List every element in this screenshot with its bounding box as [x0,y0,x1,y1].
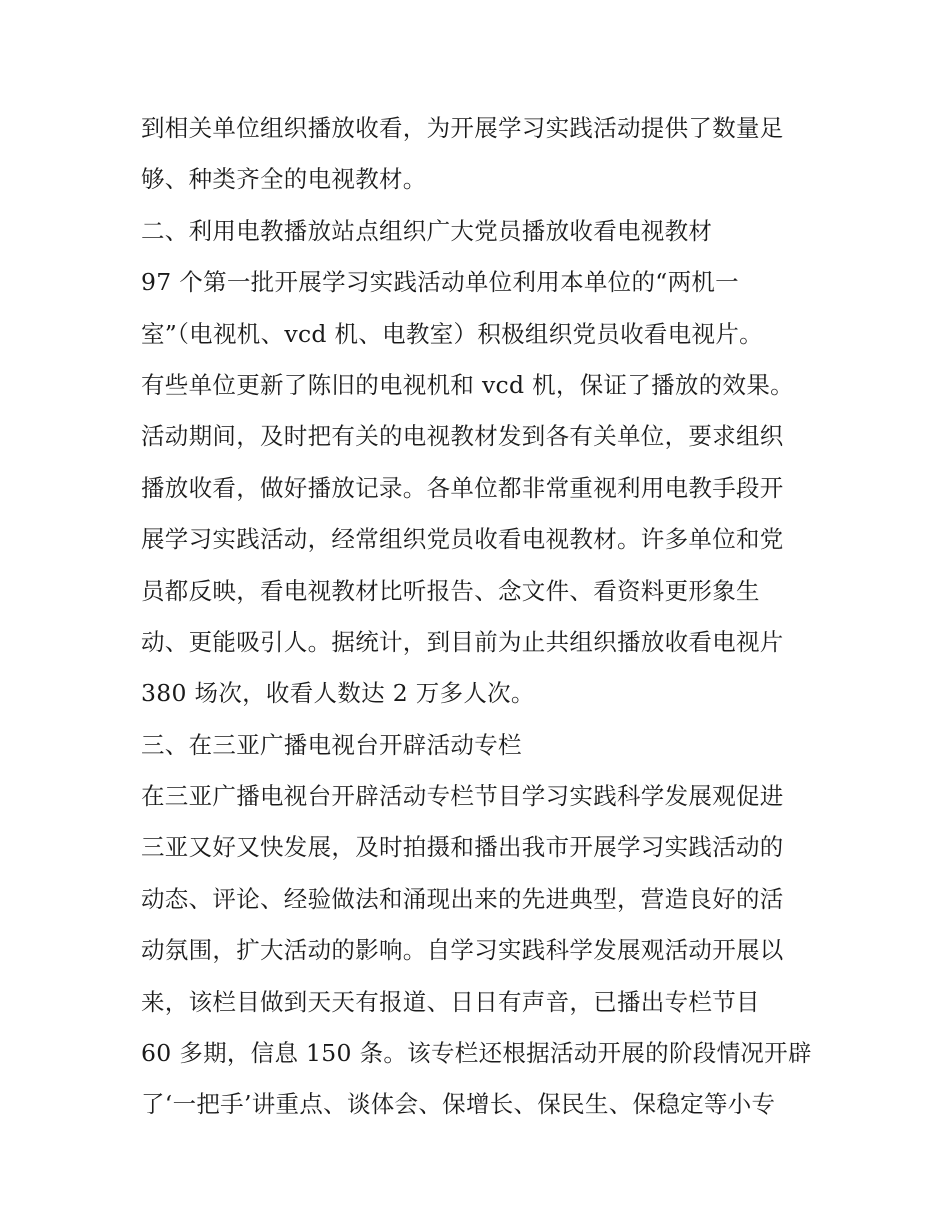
text-line: 动氛围，扩大活动的影响。自学习实践科学发展观活动开展以 [141,936,784,965]
text-line: 室”（电视机、vcd 机、电教室）积极组织党员收看电视片。 [141,319,763,348]
text-line: 活动期间，及时把有关的电视教材发到各有关单位，要求组织 [141,422,784,451]
text-line: 够、种类齐全的电视教材。 [141,165,427,194]
text-line: 动、更能吸引人。据统计，到目前为止共组织播放收看电视片 [141,627,784,656]
text-line: 在三亚广播电视台开辟活动专栏节目学习实践科学发展观促进 [141,782,784,811]
text-line: 97 个第一批开展学习实践活动单位利用本单位的“两机一 [141,268,739,297]
text-line: 60 多期，信息 150 条。该专栏还根据活动开展的阶段情况开辟 [141,1039,812,1068]
document-body [141,103,831,1131]
text-line: 三亚又好又快发展，及时拍摄和播出我市开展学习实践活动的 [141,833,784,862]
section-heading: 二、利用电教播放站点组织广大党员播放收看电视教材 [141,216,713,245]
text-line: 动态、评论、经验做法和涌现出来的先进典型，营造良好的活 [141,884,784,913]
text-line: 来，该栏目做到天天有报道、日日有声音，已播出专栏节目 [141,987,760,1016]
text-line: 展学习实践活动，经常组织党员收看电视教材。许多单位和党 [141,525,784,554]
text-line: 380 场次，收看人数达 2 万多人次。 [141,679,535,708]
text-line: 到相关单位组织播放收看，为开展学习实践活动提供了数量足 [141,114,784,142]
text-line: 员都反映，看电视教材比听报告、念文件、看资料更形象生 [141,576,760,605]
section-heading: 三、在三亚广播电视台开辟活动专栏 [141,730,522,759]
text-line: 播放收看，做好播放记录。各单位都非常重视利用电教手段开 [141,473,784,502]
text-line: 有些单位更新了陈旧的电视机和 vcd 机，保证了播放的效果。 [141,370,794,399]
text-line: 了‘一把手’讲重点、谈体会、保增长、保民生、保稳定等小专 [141,1090,776,1119]
